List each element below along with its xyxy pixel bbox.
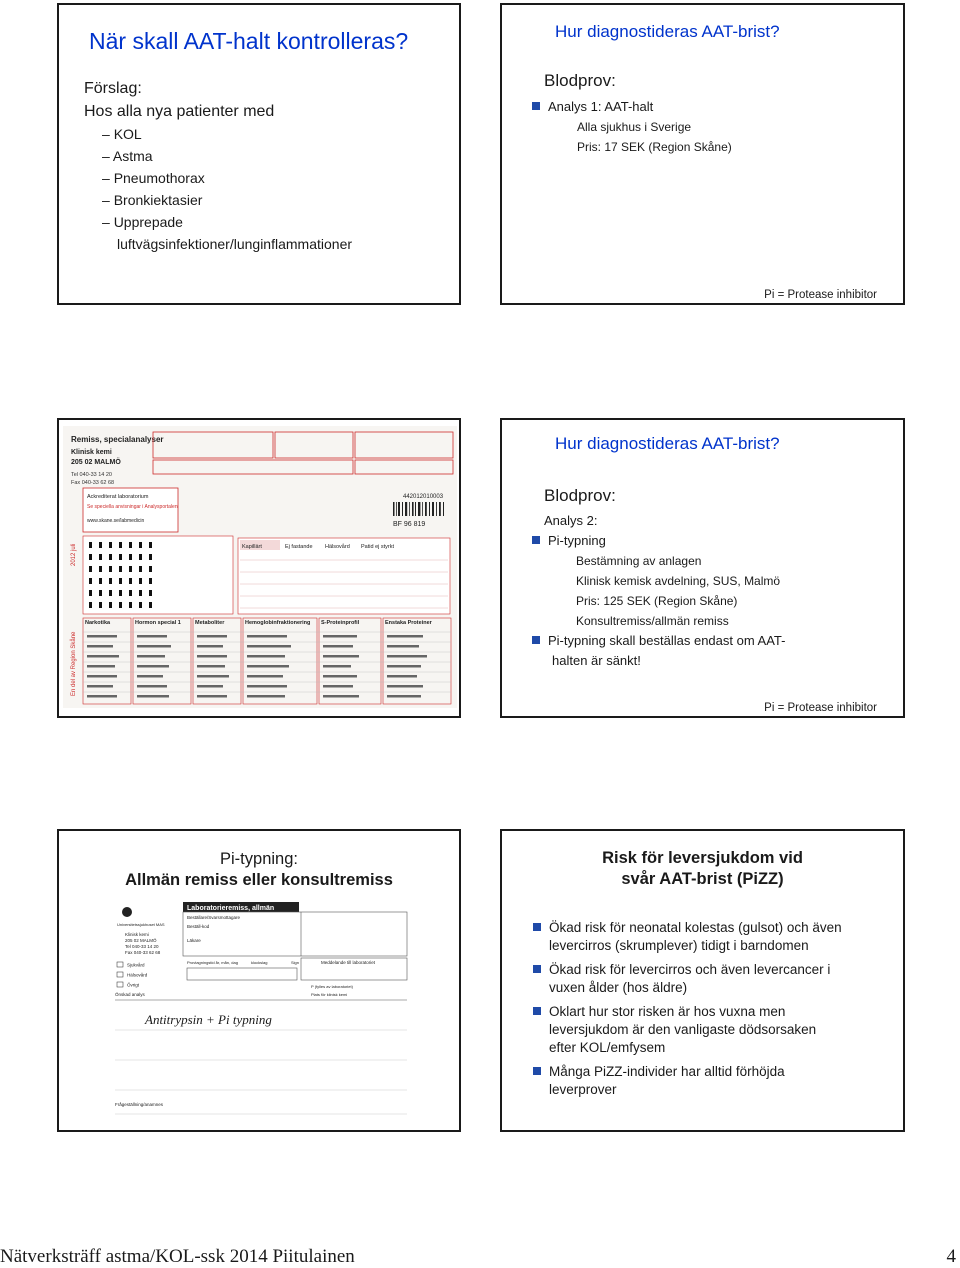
svg-text:Klinisk kemi: Klinisk kemi <box>125 932 149 937</box>
form-header-text: Remiss, specialanalyser <box>71 435 164 444</box>
slide-body: Analys 2: Pi-typning Bestämning av anlagen Klinisk kemisk avdelning, SUS, Malmö Pris: 125 SEK (Region Skåne) Konsultremiss/allmän remiss Pi-typning skall beställas endast om AAT- halten är sänkt! <box>544 511 786 671</box>
svg-text:Laboratorieremiss, allmän: Laboratorieremiss, allmän <box>187 905 275 912</box>
bullet-icon <box>533 965 541 973</box>
slide-liver-risk <box>500 829 905 1132</box>
list-item: Ökad risk för levercirros och även levercancer i vuxen ålder (hos äldre) <box>533 961 883 997</box>
svg-text:Klinisk kemi: Klinisk kemi <box>71 449 112 456</box>
list-item: – Astma <box>102 148 153 164</box>
bullet-icon <box>533 1007 541 1015</box>
svg-text:Övrigt: Övrigt <box>127 982 140 988</box>
list-item: – Pneumothorax <box>102 170 205 186</box>
svg-text:Hälsovård: Hälsovård <box>325 544 350 550</box>
svg-text:Ej fastande: Ej fastande <box>285 544 313 550</box>
hospital-logo-icon <box>122 907 132 917</box>
svg-text:Kapillärt: Kapillärt <box>242 544 262 550</box>
svg-text:Patid ej styrkt: Patid ej styrkt <box>361 544 395 550</box>
slide-form-image <box>57 418 461 718</box>
slide-body <box>84 77 352 255</box>
svg-text:Metaboliter: Metaboliter <box>195 620 225 626</box>
list-item: Ökad risk för neonatal kolestas (gulsot) och även levercirros (skrumplever) tidigt i barndomen <box>533 919 883 955</box>
slide-body <box>533 919 883 1105</box>
lead-text: Hos alla nya patienter med <box>84 103 275 120</box>
slide-heading: Pi-typning: Allmän remiss eller konsultremiss <box>125 850 393 889</box>
svg-text:205 02 MALMÖ: 205 02 MALMÖ <box>71 459 121 466</box>
svg-text:Ackrediterat laboratorium: Ackrediterat laboratorium <box>87 494 149 500</box>
svg-text:Beställ-kod: Beställ-kod <box>187 924 210 929</box>
page-number: 4 <box>946 1246 956 1267</box>
svg-text:2012 juli: 2012 juli <box>71 543 77 566</box>
svg-text:Beställare/Svarsmottagare: Beställare/Svarsmottagare <box>187 915 241 920</box>
list-item: – Upprepade <box>102 214 183 230</box>
slide-pi-typning-remiss <box>57 829 461 1132</box>
svg-text:Narkotika: Narkotika <box>85 620 111 626</box>
svg-text:Hälsovård: Hälsovård <box>127 972 148 978</box>
bullet-icon <box>532 636 540 644</box>
svg-text:klockslag: klockslag <box>251 960 268 965</box>
blodprov-heading: Blodprov: <box>544 71 616 90</box>
list-item-continuation: luftvägsinfektioner/lunginflammationer <box>117 236 353 252</box>
svg-text:P (fylles av laboratoriet): P (fylles av laboratoriet) <box>311 984 353 989</box>
svg-text:Önskad analys: Önskad analys <box>115 992 145 997</box>
slide-heading: Risk för leversjukdom vid svår AAT-brist (PiZZ) <box>602 849 803 888</box>
svg-text:Meddelande till laboratoriet: Meddelande till laboratoriet <box>321 960 376 965</box>
svg-text:Tel 040-33 14 20: Tel 040-33 14 20 <box>71 472 112 478</box>
svg-text:BF 96 819: BF 96 819 <box>393 521 426 528</box>
list-item: – Bronkiektasier <box>102 192 203 208</box>
svg-text:Tel 040-33 14 20: Tel 040-33 14 20 <box>125 944 159 949</box>
footnote: Pi = Protease inhibitor <box>764 289 877 301</box>
svg-text:Hormon special 1: Hormon special 1 <box>135 620 181 626</box>
slide-title: Hur diagnostideras AAT-brist? <box>555 434 780 453</box>
slide-diagnosis-2 <box>500 418 905 718</box>
svg-text:Sjukvård: Sjukvård <box>127 962 145 968</box>
list-item: – KOL <box>102 126 142 142</box>
allman-remiss-form-image <box>111 900 411 1126</box>
svg-text:Hemoglobinfraktionering: Hemoglobinfraktionering <box>245 620 311 626</box>
blodprov-heading: Blodprov: <box>544 486 616 505</box>
svg-text:Sign: Sign <box>291 960 300 965</box>
svg-text:En del av Region Skåne: En del av Region Skåne <box>71 631 77 696</box>
list-item: Oklart hur stor risken är hos vuxna men leversjukdom är den vanligaste dödsorsaken efter KOL/emfysem <box>533 1003 883 1057</box>
slide-title: När skall AAT-halt kontrolleras? <box>89 28 409 54</box>
svg-text:Läkare: Läkare <box>187 938 201 943</box>
footnote: Pi = Protease inhibitor <box>764 702 877 714</box>
svg-text:442012010003: 442012010003 <box>403 494 444 500</box>
svg-text:www.skane.se/labmedicin: www.skane.se/labmedicin <box>87 518 145 524</box>
specialanalyser-form-image <box>63 426 457 708</box>
bullet-icon <box>532 536 540 544</box>
svg-text:Fax 040-33 62 68: Fax 040-33 62 68 <box>71 480 115 486</box>
svg-text:Provtagningstid år, mån, dag: Provtagningstid år, mån, dag <box>187 960 238 965</box>
list-item: Många PiZZ-individer har alltid förhöjda leverprover <box>533 1063 883 1099</box>
slide-body: Analys 1: AAT-halt Alla sjukhus i Sverige Pris: 17 SEK (Region Skåne) <box>532 97 732 157</box>
bullet-icon <box>533 923 541 931</box>
svg-text:Universitetssjukhuset MAS: Universitetssjukhuset MAS <box>117 922 165 927</box>
svg-text:205 02 MALMÖ: 205 02 MALMÖ <box>125 938 157 943</box>
svg-text:Plats för klinisk kemi: Plats för klinisk kemi <box>311 992 348 997</box>
slide-diagnosis-1 <box>500 3 905 305</box>
intro-text: Förslag: <box>84 80 142 97</box>
page-footer: Nätverksträff astma/KOL-ssk 2014 Piitulainen <box>0 1246 355 1267</box>
handwritten-request: Antitrypsin + Pi typning <box>145 1012 272 1027</box>
svg-text:Enstaka Proteiner: Enstaka Proteiner <box>385 620 432 626</box>
svg-text:Frågeställning/anamnes: Frågeställning/anamnes <box>115 1102 164 1107</box>
svg-text:S-Proteinprofil: S-Proteinprofil <box>321 620 360 626</box>
svg-text:Fax 040-33 62 68: Fax 040-33 62 68 <box>125 950 161 955</box>
bullet-icon <box>532 102 540 110</box>
bullet-icon <box>533 1067 541 1075</box>
svg-text:Se speciella anvisningar i Ana: Se speciella anvisningar i Analysportalen <box>87 504 178 510</box>
slide-title: Hur diagnostideras AAT-brist? <box>555 22 780 41</box>
slide-aat-when <box>57 3 461 305</box>
